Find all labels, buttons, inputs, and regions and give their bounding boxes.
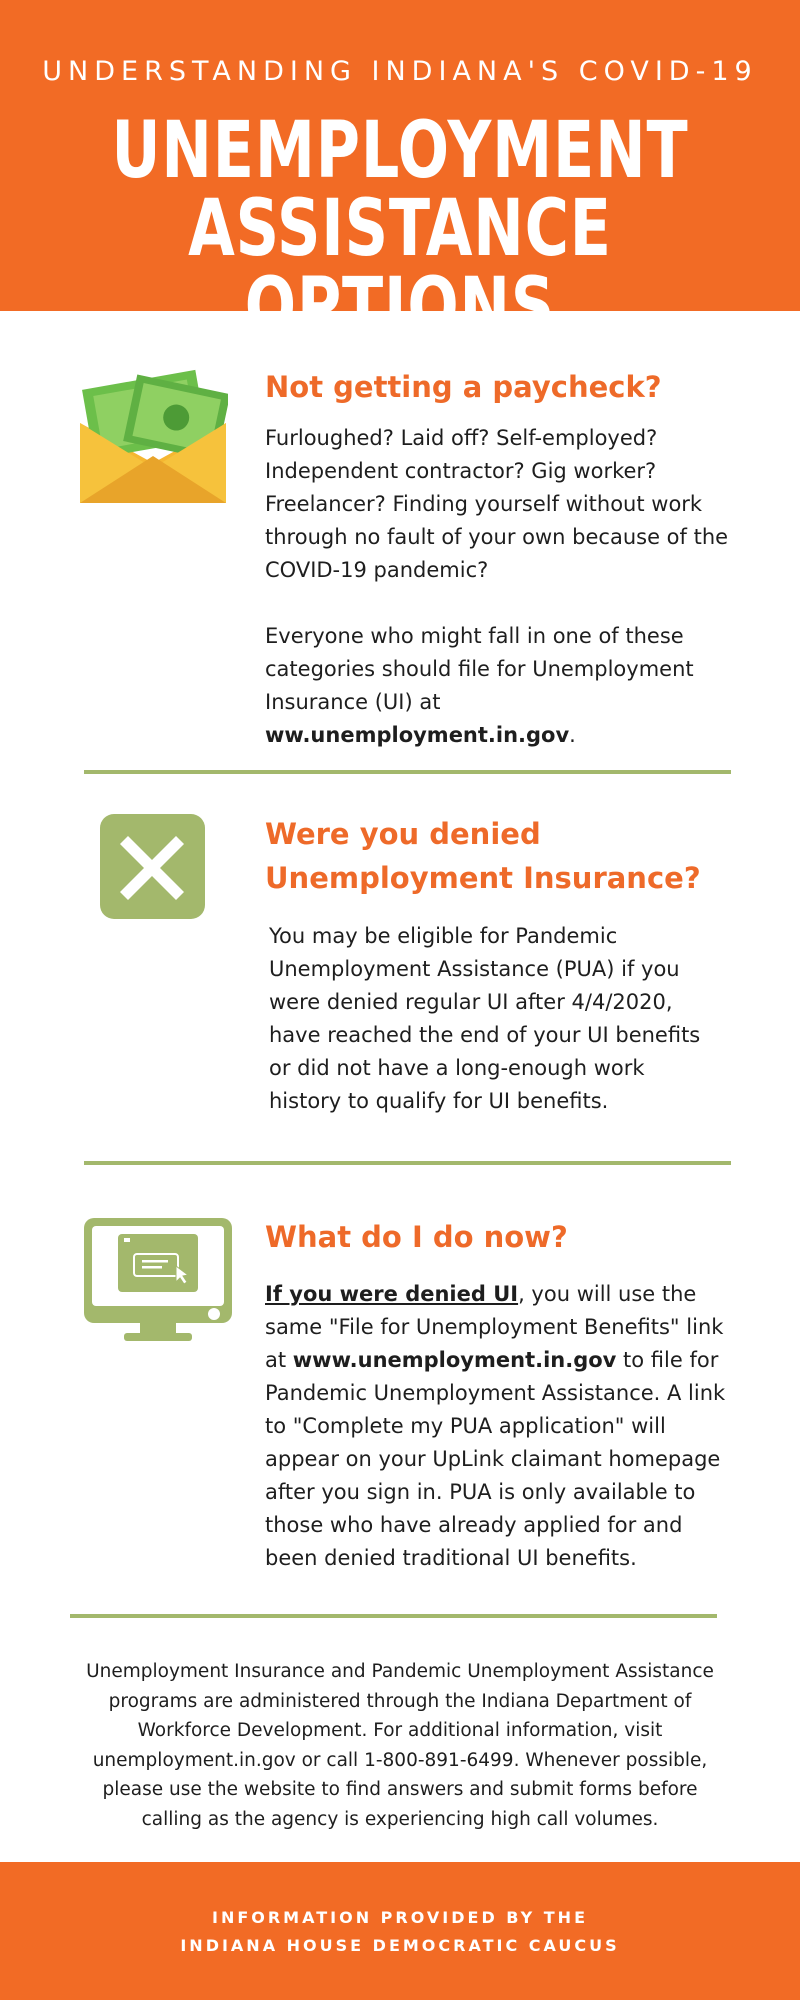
paycheck-text-2-prefix: Everyone who might fall in one of these categories should file for Unemployment Insurance (UI) at — [265, 624, 694, 714]
section-heading-denied — [265, 812, 701, 900]
section-heading-next-steps: What do I do now? — [265, 1220, 568, 1254]
money-envelope-icon — [78, 368, 228, 508]
divider-2 — [84, 1161, 731, 1165]
next-steps-text-2: to file for Pandemic Unemployment Assistance. A link to "Complete my PUA application" will appear on your UpLink claimant homepage after you sign in. PUA is only available to those who have already applied for and been denied traditional UI benefits. — [265, 1348, 726, 1570]
unemployment-link-1[interactable]: ww.unemployment.in.gov — [265, 723, 570, 747]
header-kicker: UNDERSTANDING INDIANA'S COVID-19 — [42, 56, 758, 87]
footer-line-2: INDIANA HOUSE DEMOCRATIC CAUCUS — [180, 1936, 620, 1955]
closing-statement: Unemployment Insurance and Pandemic Unemployment Assistance programs are administered through the Indiana Department of Workforce Development. For additional information, visit unemployment.in.gov or call 1-800-891-6499. Whenever possible, please use the website to find answers and submit forms before calling as the agency is experiencing high call volumes. — [86, 1661, 714, 1830]
page-title — [56, 106, 744, 352]
computer-monitor-icon — [84, 1218, 232, 1343]
footer-line-1: INFORMATION PROVIDED BY THE — [211, 1908, 588, 1927]
paycheck-text-2-suffix: . — [569, 723, 576, 747]
section-denied-text: You may be eligible for Pandemic Unemployment Assistance (PUA) if you were denied regular UI after 4/4/2020, have reached the end of your UI benefits or did not have a long-enough work history to qualify for UI benefits. — [269, 924, 701, 1113]
next-steps-text-1: , you will use the same "File for Unemployment Benefits" link at — [265, 1282, 724, 1372]
denied-heading-line-1: Were you denied — [265, 817, 541, 851]
header-banner — [0, 0, 800, 352]
section-next-steps-text — [265, 1278, 735, 1575]
denied-heading-line-2: Unemployment Insurance? — [265, 861, 701, 895]
title-line-1: UNEMPLOYMENT — [111, 106, 689, 196]
x-mark-icon — [100, 814, 205, 919]
divider-3 — [70, 1614, 717, 1618]
unemployment-link-2[interactable]: www.unemployment.in.gov — [292, 1348, 617, 1372]
title-line-2: ASSISTANCE OPTIONS — [188, 184, 612, 352]
section-paycheck-text-1: Furloughed? Laid off? Self-employed? Independent contractor? Gig worker? Freelancer? Finding yourself without work through no fault of your own because of the COVID-19 pandemic? — [265, 426, 729, 582]
denied-ui-lead: If you were denied UI — [265, 1282, 519, 1306]
footer-banner — [0, 1862, 800, 2000]
divider-1 — [84, 770, 731, 774]
section-paycheck-text-2 — [265, 620, 735, 752]
section-heading-paycheck: Not getting a paycheck? — [265, 370, 662, 404]
